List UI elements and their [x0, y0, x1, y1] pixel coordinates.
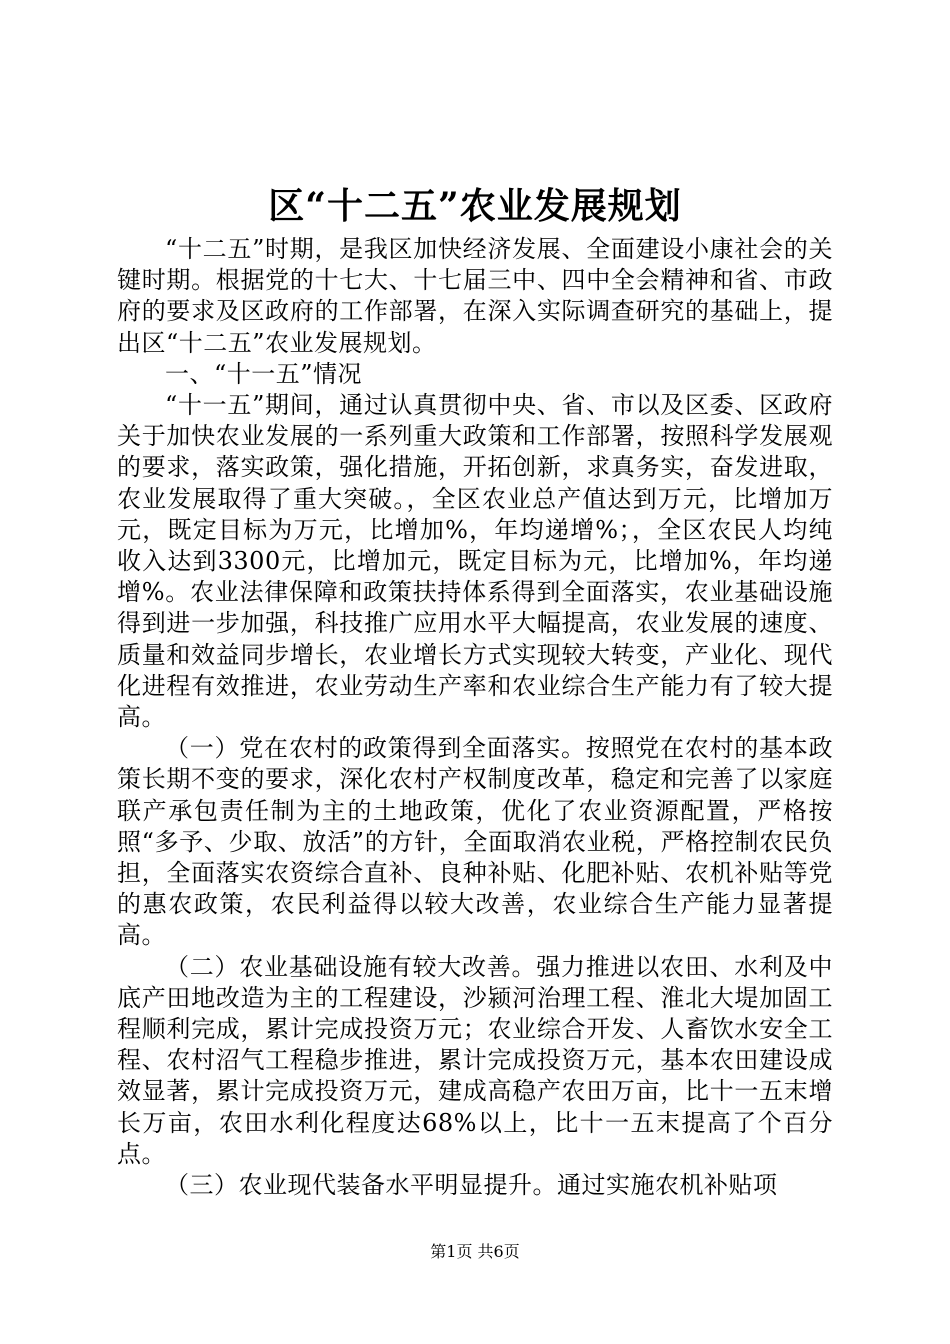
paragraph-section-1: “十一五”期间，通过认真贯彻中央、省、市以及区委、区政府关于加快农业发展的一系列重大政策和工作部署，按照科学发展观的要求，落实政策，强化措施，开拓创新，求真务实，奋发进取，农业发展取得了重大突破。，全区农业总产值达到万元，比增加万元，既定目标为万元，比增加%，年均递增%；，全区农民人均纯收入达到3300元，比增加元，既定目标为元，比增加%，年均递增%。农业法律保障和政策扶持体系得到全面落实，农业基础设施得到进一步加强，科技推广应用水平大幅提高，农业发展的速度、质量和效益同步增长，农业增长方式实现较大转变，产业化、现代化进程有效推进，农业劳动生产率和农业综合生产能力有了较大提高。 [117, 391, 833, 732]
paragraph-subsection-1: （一）党在农村的政策得到全面落实。按照党在农村的基本政策长期不变的要求，深化农村产权制度改革，稳定和完善了以家庭联产承包责任制为主的土地政策，优化了农业资源配置，严格按照“多予、少取、放活”的方针，全面取消农业税，严格控制农民负担，全面落实农资综合直补、良种补贴、化肥补贴、农机补贴等党的惠农政策，农民利益得以较大改善，农业综合生产能力显著提高。 [117, 734, 833, 950]
document-title: 区“十二五”农业发展规划 [268, 185, 682, 227]
section-heading-1: 一、“十一五”情况 [165, 359, 363, 388]
paragraph-subsection-3: （三）农业现代装备水平明显提升。通过实施农机补贴项 [165, 1171, 778, 1200]
document-body [117, 234, 833, 1201]
paragraph-intro: “十二五”时期，是我区加快经济发展、全面建设小康社会的关键时期。根据党的十七大、十七届三中、四中全会精神和省、市政府的要求及区政府的工作部署，在深入实际调查研究的基础上，提出区“十二五”农业发展规划。 [117, 235, 833, 357]
paragraph-subsection-2: （二）农业基础设施有较大改善。强力推进以农田、水利及中底产田地改造为主的工程建设，沙颍河治理工程、淮北大堤加固工程顺利完成，累计完成投资万元；农业综合开发、人畜饮水安全工程、农村沼气工程稳步推进，累计完成投资万元，基本农田建设成效显著，累计完成投资万元，建成高稳产农田万亩，比十一五末增长万亩，农田水利化程度达68%以上，比十一五末提高了个百分点。 [117, 952, 833, 1168]
page-footer: 第1页 共6页 [430, 1242, 520, 1261]
